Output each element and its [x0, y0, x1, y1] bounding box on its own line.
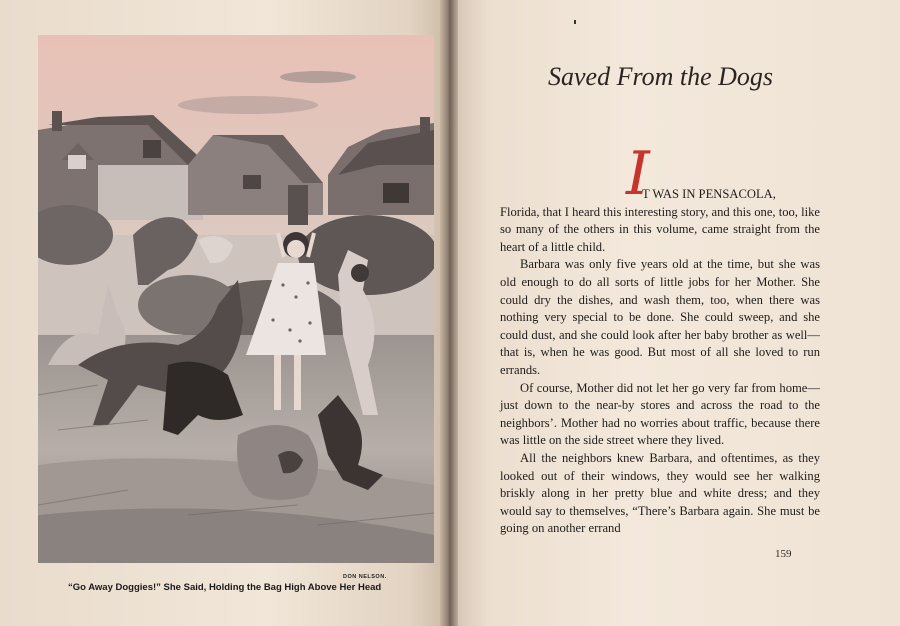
story-body: [500, 186, 820, 538]
paragraph-4: All the neighbors knew Barbara, and oftentimes, as they looked out of their windows, they would see her walking briskly along in her pretty blue and white dress; and they would say to themselves, “There’s Barbara again. She must be going on another errand: [500, 450, 820, 536]
drop-cap: I: [626, 139, 650, 209]
print-speck: [574, 20, 576, 24]
page-number: 159: [775, 548, 792, 560]
paragraph-3: Of course, Mother did not let her go very far from home—just down to the near-by stores and across the road to the neighbors’. Mother had no worries about traffic, because there was little on the side street where they lived.: [500, 380, 820, 448]
story-title: Saved From the Dogs: [548, 62, 774, 91]
book-gutter: [440, 0, 458, 626]
paragraph-1: T WAS IN PENSACOLA, Florida, that I heard this interesting story, and this one, too, like so many of the others in this volume, came straight from the heart of a little child.: [500, 187, 820, 254]
opening-line: T WAS IN PENSACOLA,: [642, 187, 776, 201]
illustration: [38, 35, 434, 563]
paragraph-2: Barbara was only five years old at the time, but she was old enough to do all sorts of little jobs for her Mother. She could dry the dishes, and wash them, too, when there was nothing very special to be done. She could sweep, and she could dust, and she could look after her baby brother as well—that is, when he was good. But most of all she loved to run errands.: [500, 257, 820, 377]
illustration-caption: “Go Away Doggies!” She Said, Holding the Bag High Above Her Head: [68, 582, 382, 593]
artist-credit: DON NELSON.: [343, 574, 387, 580]
